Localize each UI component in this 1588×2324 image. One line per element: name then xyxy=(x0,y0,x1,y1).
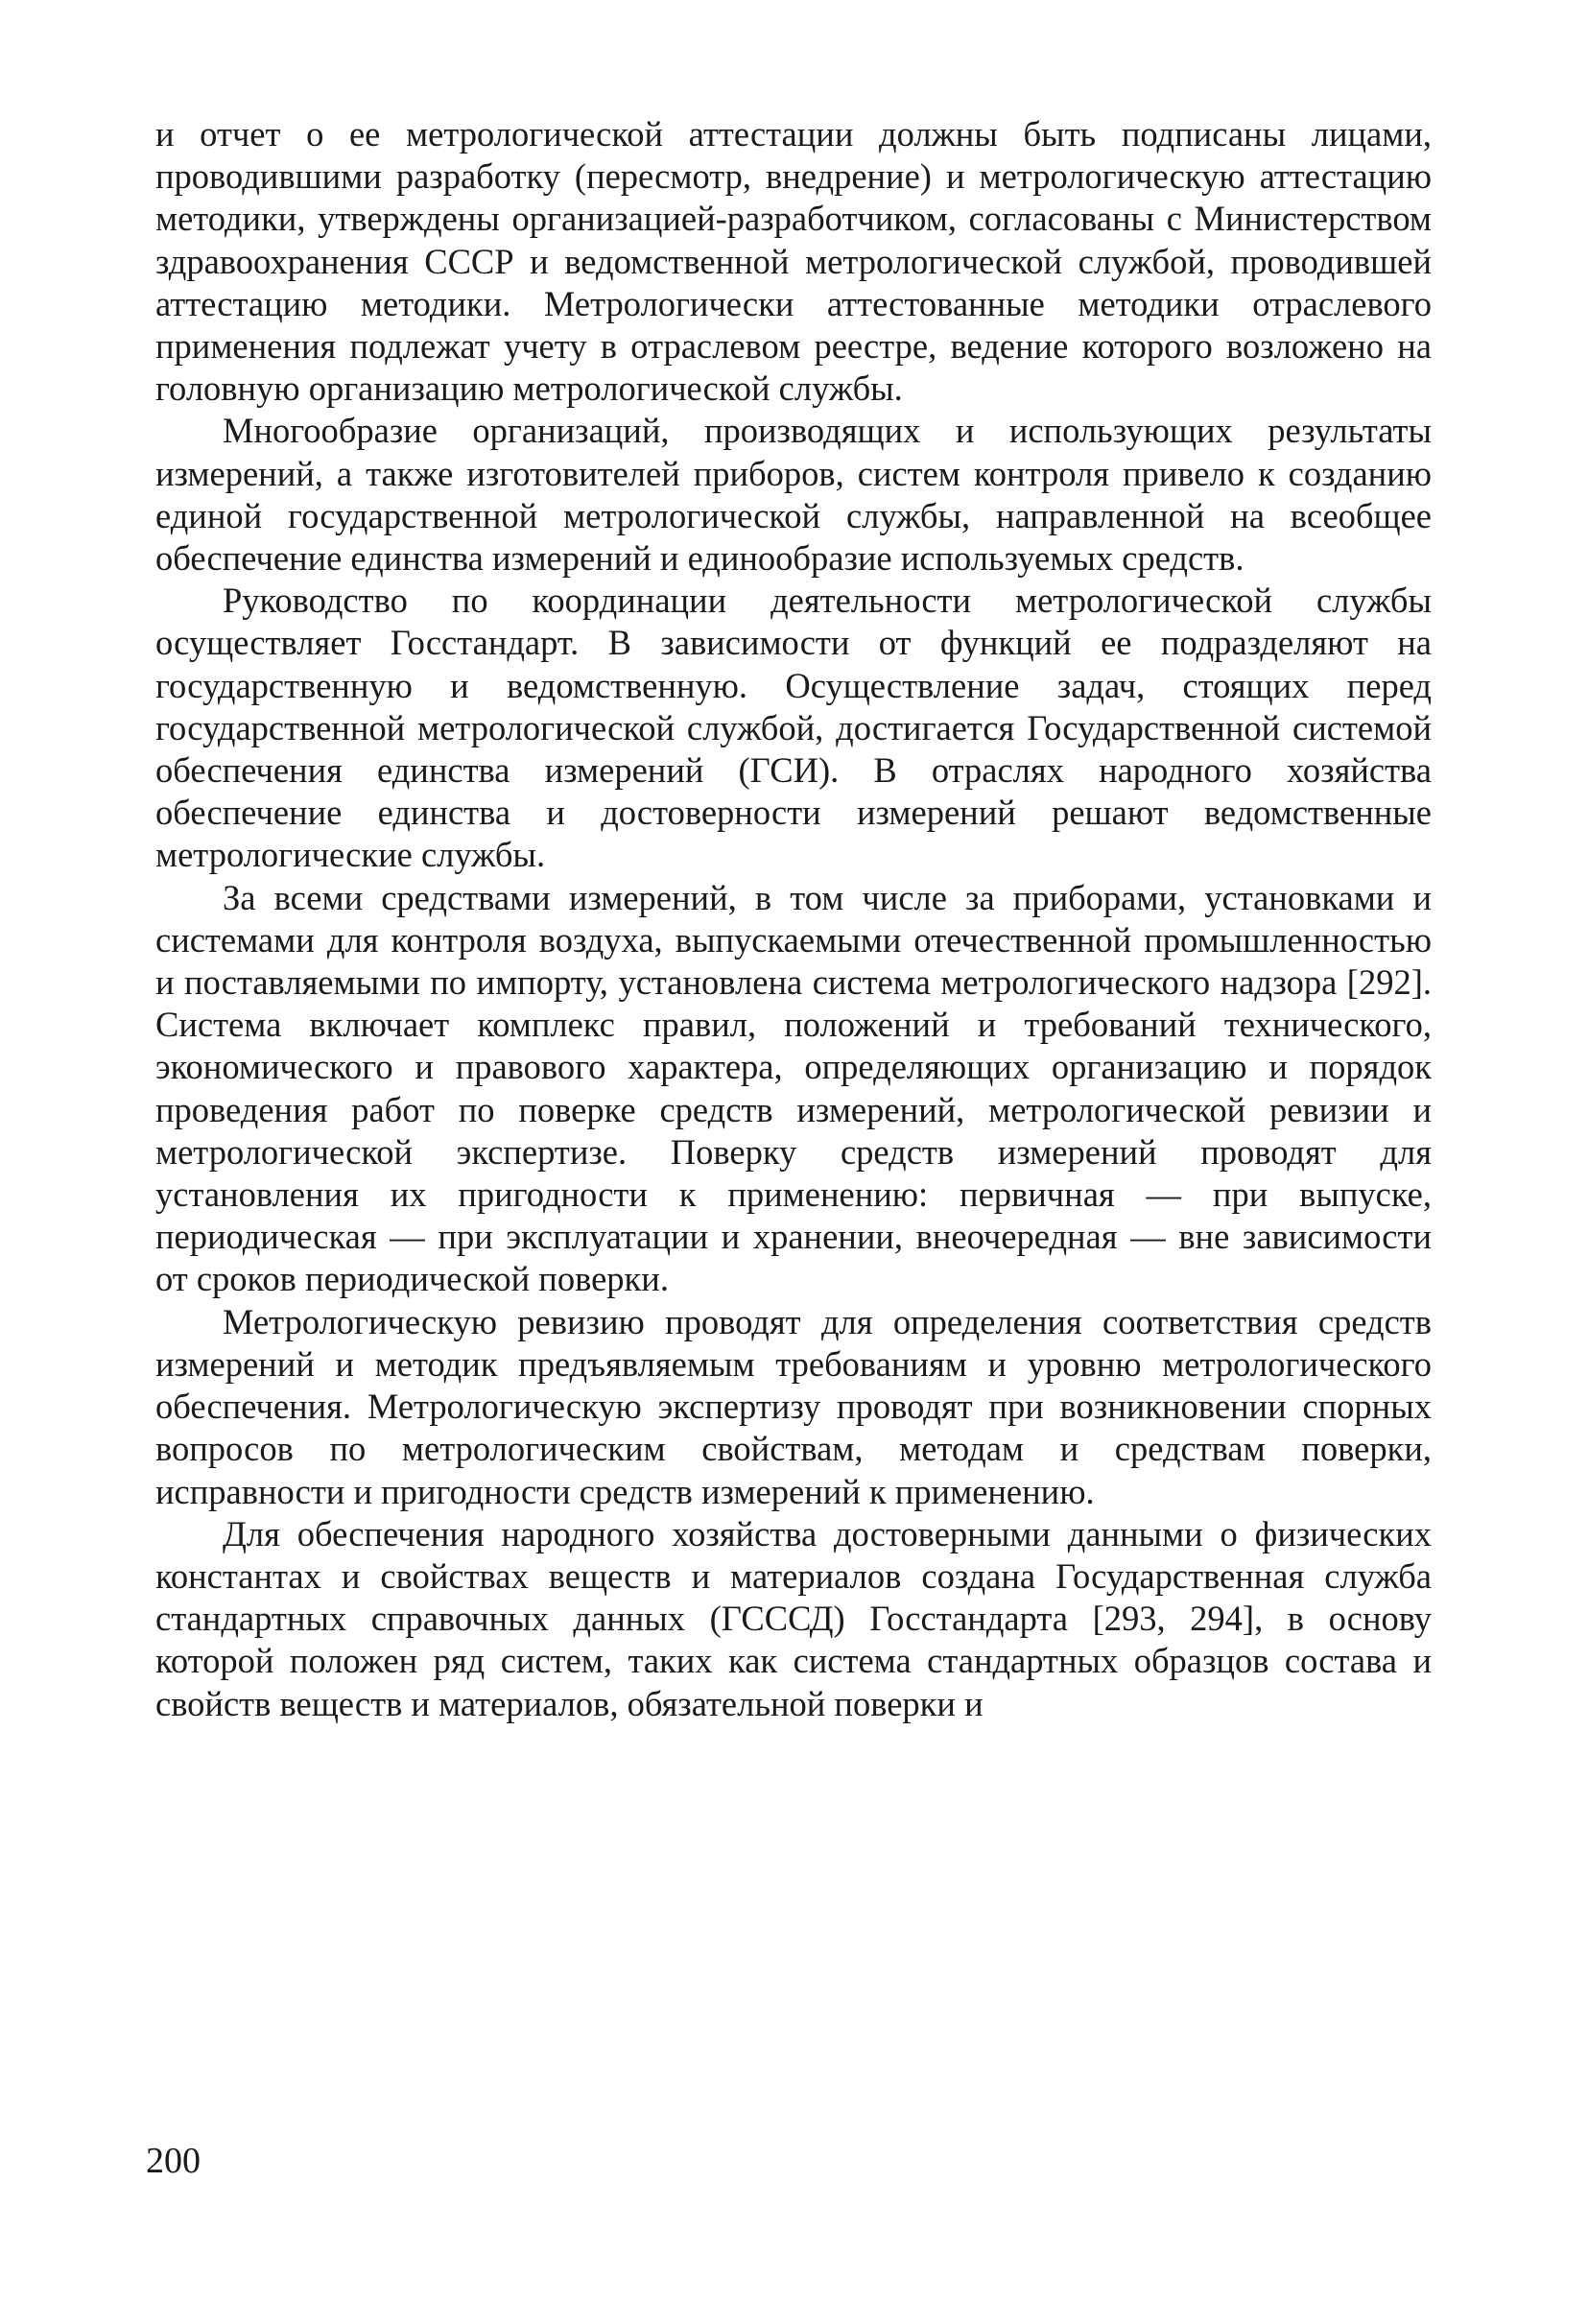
paragraph-continued: и отчет о ее метрологической аттестации должны быть подписаны лицами, проводившими разработку (пересмотр, внедрение) и метрологическую аттестацию методики, утверждены организацией-разработчиком, согласованы с Министерством здравоохранения СССР и ведомственной метрологической службой, проводившей аттестацию методики. Метрологически аттестованные методики отраслевого применения подлежат учету в отраслевом реестре, ведение которого возложено на головную организацию метрологической службы. xyxy=(155,114,1432,409)
paragraph-metrological-supervision: За всеми средствами измерений, в том числе за приборами, установками и системами для контроля воздуха, выпускаемыми отечественной промышленностью и поставляемыми по импорту, установлена система метрологического надзора [292]. Система включает комплекс правил, положений и требований технического, экономического и правового характера, определяющих организацию и порядок проведения работ по поверке средств измерений, метрологической ревизии и метрологической экспертизе. Поверку средств измерений проводят для установления их пригодности к применению: первичная — при выпуске, периодическая — при эксплуатации и хранении, внеочередная — вне зависимости от сроков периодической поверки. xyxy=(155,877,1432,1299)
body-text xyxy=(155,113,1432,1725)
paragraph-metrology-service: Многообразие организаций, производящих и использующих результаты измерений, а также изготовителей приборов, систем контроля привело к созданию единой государственной метрологической службы, направленной на всеобщее обеспечение единства измерений и единообразие используемых средств. xyxy=(155,411,1432,579)
page-number: 200 xyxy=(146,2141,201,2181)
paragraph-gsssd: Для обеспечения народного хозяйства достоверными данными о физических константах и свойствах веществ и материалов создана Государственная служба стандартных справочных данных (ГСССД) Госстандарта [293, 294], в основу которой положен ряд систем, таких как система стандартных образцов состава и свойств веществ и материалов, обязательной поверки и xyxy=(155,1513,1432,1723)
paragraph-gosstandart: Руководство по координации деятельности метрологической службы осуществляет Госстандарт. В зависимости от функций ее подразделяют на государственную и ведомственную. Осуществление задач, стоящих перед государственной метрологической службой, достигается Государственной системой обеспечения единства измерений (ГСИ). В отраслях народного хозяйства обеспечение единства и достоверности измерений решают ведомственные метрологические службы. xyxy=(155,581,1432,875)
paragraph-metrological-revision: Метрологическую ревизию проводят для определения соответствия средств измерений и методик предъявляемым требованиям и уровню метрологического обеспечения. Метрологическую экспертизу проводят при возникновении спорных вопросов по метрологическим свойствам, методам и средствам поверки, исправности и пригодности средств измерений к применению. xyxy=(155,1301,1432,1511)
